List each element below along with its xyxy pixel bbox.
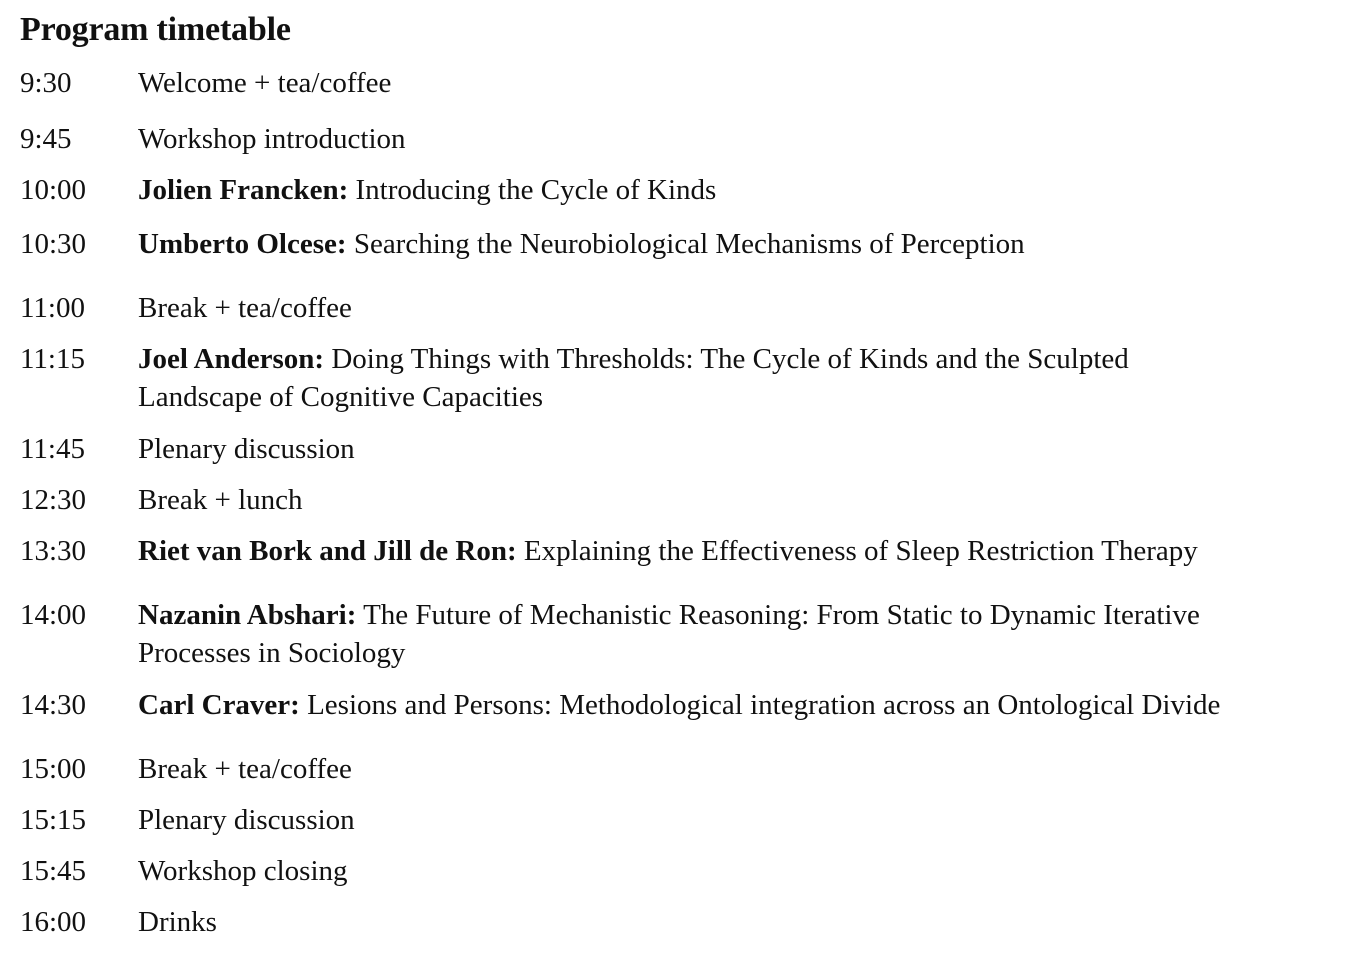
row-speaker: Riet van Bork and Jill de Ron:	[138, 535, 517, 567]
row-text: Doing Things with Thresholds: The Cycle of Kinds and the Sculpted Landscape of Cognitive Capacities	[138, 343, 1129, 413]
row-description	[138, 750, 1338, 788]
row-text: Break + tea/coffee	[138, 753, 352, 785]
row-text: Introducing the Cycle of Kinds	[348, 174, 717, 206]
row-speaker: Carl Craver:	[138, 689, 300, 721]
row-description	[138, 430, 1338, 468]
row-time: 15:45	[20, 855, 87, 887]
row-time: 15:00	[20, 753, 87, 785]
row-description	[138, 120, 1338, 158]
row-description	[138, 596, 1288, 672]
row-text: Break + lunch	[138, 484, 303, 516]
row-text: Workshop closing	[138, 855, 348, 887]
row-time: 14:00	[20, 599, 87, 631]
row-description	[138, 171, 1338, 209]
row-description	[138, 686, 1338, 724]
row-text: Searching the Neurobiological Mechanisms of Perception	[346, 228, 1025, 260]
row-time: 15:15	[20, 804, 87, 836]
row-time: 9:45	[20, 123, 72, 155]
row-text: Workshop introduction	[138, 123, 406, 155]
row-time: 11:00	[20, 292, 85, 324]
row-speaker: Joel Anderson:	[138, 343, 325, 375]
row-time: 9:30	[20, 67, 72, 99]
row-description	[138, 532, 1338, 570]
row-time: 16:00	[20, 906, 87, 938]
row-time: 12:30	[20, 484, 87, 516]
row-text: Plenary discussion	[138, 433, 355, 465]
row-time: 10:30	[20, 228, 87, 260]
row-description	[138, 289, 1338, 327]
row-time: 11:15	[20, 343, 85, 375]
row-description	[138, 64, 1338, 102]
row-time: 13:30	[20, 535, 87, 567]
page-title: Program timetable	[20, 11, 291, 48]
row-time: 11:45	[20, 433, 85, 465]
row-speaker: Jolien Francken:	[138, 174, 349, 206]
row-time: 14:30	[20, 689, 87, 721]
row-text: Welcome + tea/coffee	[138, 67, 392, 99]
row-description	[138, 801, 1338, 839]
row-text: Drinks	[138, 906, 217, 938]
row-description	[138, 225, 1338, 263]
row-text: Break + tea/coffee	[138, 292, 352, 324]
row-description	[138, 852, 1338, 890]
row-text: Explaining the Effectiveness of Sleep Restriction Therapy	[516, 535, 1198, 567]
row-description	[138, 903, 1338, 941]
row-speaker: Nazanin Abshari:	[138, 599, 357, 631]
row-description	[138, 340, 1208, 416]
row-text: The Future of Mechanistic Reasoning: From Static to Dynamic Iterative Processes in Sociology	[138, 599, 1200, 669]
row-text: Plenary discussion	[138, 804, 355, 836]
row-speaker: Umberto Olcese:	[138, 228, 347, 260]
row-description	[138, 481, 1338, 519]
row-time: 10:00	[20, 174, 87, 206]
row-text: Lesions and Persons: Methodological integration across an Ontological Divide	[299, 689, 1221, 721]
